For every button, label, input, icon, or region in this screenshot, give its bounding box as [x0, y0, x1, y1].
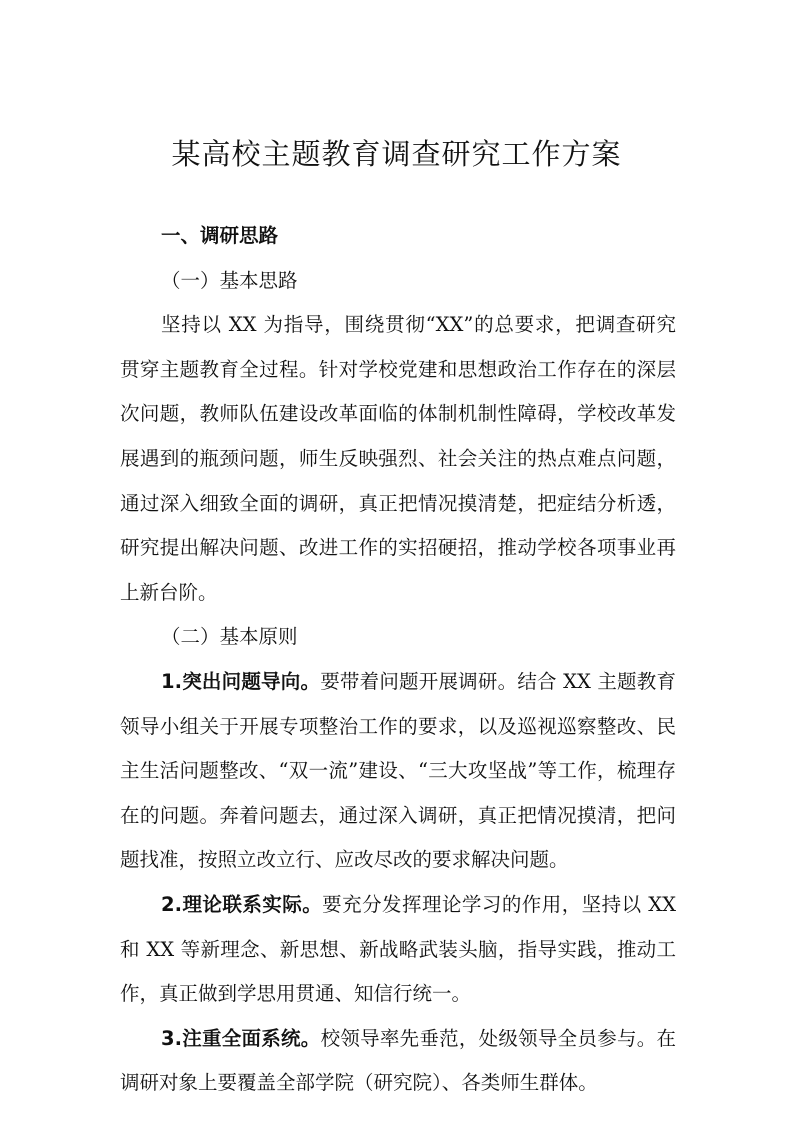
- principle-text: 要充分发挥理论学习的作用，坚持以 XX 和 XX 等新理念、新思想、新战略武装头脑，指导实践，推动工作，真正做到学思用贯通、知信行统一。: [120, 892, 676, 1006]
- principle-paragraph: [120, 883, 676, 1017]
- principle-paragraph: [120, 1017, 676, 1106]
- principle-text: 校领导率先垂范，处级领导全员参与。在调研对象上要覆盖全部学院（研究院）、各类师生群体。: [120, 1026, 676, 1095]
- principle-lead: 2.理论联系实际。: [161, 892, 323, 916]
- principle-paragraph: [120, 660, 676, 883]
- paragraph: 坚持以 XX 为指导，围绕贯彻“XX”的总要求，把调查研究贯穿主题教育全过程。针对学校党建和思想政治工作存在的深层次问题，教师队伍建设改革面临的体制机制性障碍，学校改革发展遇到的瓶颈问题，师生反映强烈、社会关注的热点难点问题，通过深入细致全面的调研，真正把情况摸清楚，把症结分析透，研究提出解决问题、改进工作的实招硬招，推动学校各项事业再上新台阶。: [120, 313, 676, 604]
- principle-text: 要带着问题开展调研。结合 XX 主题教育领导小组关于开展专项整治工作的要求，以及巡视巡察整改、民主生活问题整改、“双一流”建设、“三大攻坚战”等工作，梳理存在的问题。奔着问题去，通过深入调研，真正把情况摸清，把问题找准，按照立改立行、应改尽改的要求解决问题。: [120, 669, 676, 872]
- section-heading: 一、调研思路: [161, 224, 279, 247]
- principle-lead: 1.突出问题导向。: [161, 669, 321, 693]
- document-body: [120, 214, 676, 1106]
- principle-lead: 3.注重全面系统。: [161, 1026, 321, 1050]
- subsection-heading: （二）基本原则: [161, 625, 298, 649]
- document-title: 某高校主题教育调查研究工作方案: [171, 137, 622, 171]
- subsection-heading: （一）基本思路: [161, 268, 298, 292]
